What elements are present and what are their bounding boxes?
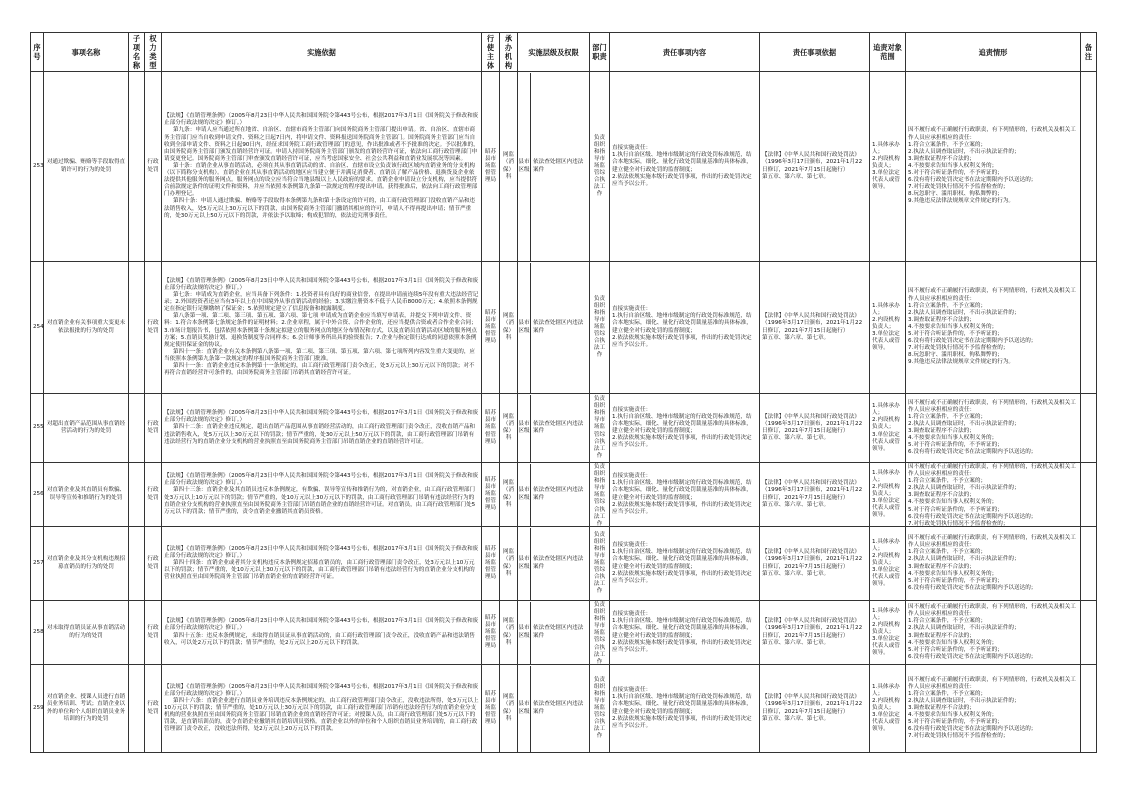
responsibility-basis: 【法律】《中华人民共和国行政处罚法》（1996年3月17日颁布，2021年1月22日修订，2021年7月15日起施行） 第五章、第六章、第七章。: [760, 394, 870, 463]
handling-org: 网监（消保）科: [500, 72, 518, 262]
level-scope: 依法查处辖区内违法案件: [533, 625, 584, 639]
implementation-basis: 【法规】《直销管理条例》（2005年8月23日中华人民共和国国务院令第443号公布，根据2017年3月1日《国务院关于修改和废止部分行政法规的决定》修订。） 第九条：申请人应当通过所在地省、自治区、直辖市商务主管部门向国务院商务主管部门提出申请。省、自治区、直辖市商务主管部门应当自收到申请文件、资料之日起7日内，将申请文件、资料报送国务院商务主管部门。国务院商务主管部门应当自收到全部申请文件、资料之日起90日内，经征求国务院工商行政管理部门的意见，作出批准或者不予批准的决定。予以批准的，由国务院商务主管部门颁发直销经营许可证。申请人持国务院商务主管部门颁发的直销经营许可证，依法向工商行政管理部门申请变更登记。国务院商务主管部门审查颁发直销经营许可证，应当考虑国家安全、社会公共利益和直销业发展状况等因素。 第十条：直销企业从事直销活动，必须在其从事直销活动的省、自治区、直辖市设立负责该行政区域内直销业务的分支机构（以下简称分支机构）。直销企业在其从事直销活动的地区应当建立便于并满足消费者、直销员了解产品价格、退换货及企业依法提供其他服务的服务网点。服务网点的设立应当符合当地县级以上人民政府的要求。直销企业申请设立分支机构，应当提供符合前款规定条件的证明文件和资料，并应当依照本条例第九条第一款规定的程序提出申请。获得批准后，依法向工商行政管理部门办理登记。 第四十条：申请人通过欺骗、贿赂等手段取得本条例第九条和第十条设定的许可的，由工商行政管理部门没收直销产品和违法销售收入，处5万元以上30万元以下的罚款，由国务院商务主管部门撤销其相应的许可，申请人不得再提出申请；情节严重的，处30万元以上50万元以下的罚款，并依法予以取缔；构成犯罪的，依法追究刑事责任。: [162, 72, 482, 262]
implementation-basis: 【法规】《直销管理条例》（2005年8月23日中华人民共和国国务院令第443号公布，根据2017年3月1日《国务院关于修改和废止部分行政法规的决定》修订。） 第四十三条：直销企业及其直销员违反本条例规定，有欺骗、误导等宣传和推销行为的，对直销企业，由工商行政管理部门处3万元以上10万元以下的罚款；情节严重的，处10万元以上30万元以下的罚款，由工商行政管理部门吊销有违法经营行为的直销企业分支机构的营业执照直至由国务院商务主管部门吊销直销企业的直销经营许可证。对直销员，由工商行政管理部门处5万元以下的罚款；情节严重的，责令直销企业撤销其直销员资格。: [162, 463, 482, 527]
accountability-situation: 因不履行或不正确履行行政职责，有下列情形的，行政机关及相关工作人员应承担相应的责任： 1.符合立案条件，不予立案的； 2.执法人员调查取证时，不出示执法证件的； 3.调查取证程序不合法的； 4.不按要求告知当事人权利义务的； 5.对于符合听证条件的，不予听证的； 6.没有将行政处罚决定书在法定期限内予以送达的；: [906, 394, 1081, 463]
responsibility-basis: 【法律】《中华人民共和国行政处罚法》（1996年3月17日颁布，2021年1月22日修订，2021年7月15日起施行） 第五章、第六章、第七章。: [760, 601, 870, 665]
row-number: 258: [31, 601, 44, 665]
remark: [1081, 72, 1097, 262]
header-no: 序号: [31, 33, 44, 72]
power-type: 行政处罚: [145, 262, 162, 394]
level-scope: 依法查处辖区内违法案件: [533, 487, 584, 501]
implementation-level: [518, 527, 590, 601]
power-type: 行政处罚: [145, 463, 162, 527]
power-type: 行政处罚: [145, 601, 162, 665]
level-scope: 依法查处辖区内违法案件: [533, 420, 584, 434]
responsibility-content: 直接实施责任： 1.执行自治区级、地州市级制定的行政处罚标准规范，结合本地实际，细化、量化行政处罚裁量基准的具体标准，建立健全对行政处罚的监督制度； 2.依法依规实施本级行政处罚事项，作出的行政处罚决定应当予以公开。: [610, 463, 760, 527]
accountability-target: 1.具体承办人； 2.内设机构负责人； 3.单位法定代表人或管领导。: [870, 601, 906, 665]
level-label: 县市区级: [518, 528, 531, 600]
remark: [1081, 463, 1097, 527]
sub-item-name: [129, 665, 145, 753]
executing-subject: 昭苏县市场监督管理局: [482, 463, 500, 527]
responsibility-basis: 【法律】《中华人民共和国行政处罚法》（1996年3月17日颁布，2021年1月22日修订，2021年7月15日起施行） 第五章、第六章、第七章。: [760, 665, 870, 753]
accountability-situation: 因不履行或不正确履行行政职责，有下列情形的，行政机关及相关工作人员应承担相应的责任： 1.符合立案条件，不予立案的； 2.执法人员调查取证时，不出示执法证件的； 3.调查取证程序不合法的； 4.不按要求告知当事人权利义务的； 5.对于符合听证条件的，不予听证的； 6.没有将行政处罚决定书在法定期限内予以送达的； 7.对行政处罚执行情况不予监督检查的；: [906, 463, 1081, 527]
implementation-level: [518, 665, 590, 753]
accountability-situation: 因不履行或不正确履行行政职责，有下列情形的，行政机关及相关工作人员应承担相应的责任： 1.符合立案条件，不予立案的； 2.执法人员调查取证时，不出示执法证件的； 3.调查取证程序不合法的； 4.不按要求告知当事人权利义务的； 5.对于符合听证条件的，不予听证的； 6.没有将行政处罚决定书在法定期限内予以送达的； 7.对行政处罚执行情况不予监督检查的； 8.玩忽职守、滥用职权、徇私舞弊的； 9.其他违反法律法规规章文件规定的行为。: [906, 72, 1081, 262]
sub-item-name: [129, 601, 145, 665]
implementation-basis: 【法规】《直销管理条例》（2005年8月23日中华人民共和国国务院令第443号公布，根据2017年3月1日《国务院关于修改和废止部分行政法规的决定》修订。） 第四十四条：直销企业或者其分支机构违反本条例规定招募直销员的，由工商行政管理部门责令改正，处3万元以上10万元以下的罚款；情节严重的，处10万元以上30万元以下的罚款，由工商行政管理部门吊销有违法经营行为的直销企业分支机构的营业执照直至由国务院商务主管部门吊销直销企业的直销经营许可证。: [162, 527, 482, 601]
remark: [1081, 394, 1097, 463]
handling-org: 网监（消保）科: [500, 601, 518, 665]
executing-subject: 昭苏县市场监督管理局: [482, 665, 500, 753]
header-resp-basis: 责任事项依据: [760, 33, 870, 72]
table-row: [31, 72, 1097, 262]
executing-subject: 昭苏县市场监督管理局: [482, 72, 500, 262]
header-situation: 追责情形: [906, 33, 1081, 72]
power-type: 行政处罚: [145, 72, 162, 262]
level-label: 县市区级: [518, 602, 531, 664]
header-level: 实施层级及权限: [518, 33, 590, 72]
item-name: 对直销企业、授课人员进行直销员业务培训、考试；直销企业以外的单位和个人组织直销员业务培训的行为的处罚: [44, 665, 129, 753]
level-scope: 依法查处辖区内违法案件: [533, 320, 584, 334]
level-scope: 依法查处辖区内违法案件: [533, 701, 584, 715]
item-name: 对直销企业及其分支机构违规招募直销员的行为的处罚: [44, 527, 129, 601]
department-duty: 负责组织和指导市场监管综合执法工作: [590, 601, 610, 665]
accountability-situation: 因不履行或不正确履行行政职责，有下列情形的，行政机关及相关工作人员应承担相应的责任： 1.符合立案条件，不予立案的； 2.执法人员调查取证时，不出示执法证件的； 3.调查取证程序不合法的； 4.不按要求告知当事人权利义务的； 5.对于符合听证条件的，不予听证的； 6.没有将行政处罚决定书在法定期限内予以送达的； 7.对行政处罚执行情况不予监督检查的； 8.玩忽职守、滥用职权、徇私舞弊的； 9.其他违反法律法规规章文件规定的行为。: [906, 262, 1081, 394]
row-number: 255: [31, 394, 44, 463]
power-type: 行政处罚: [145, 394, 162, 463]
table-row: [31, 601, 1097, 665]
implementation-basis: 【法规】《直销管理条例》（2005年8月23日中华人民共和国国务院令第443号公布，根据2017年3月1日《国务院关于修改和废止部分行政法规的决定》修订。） 第四十二条：直销企业违反规定，超出直销产品范围从事直销经营活动的，由工商行政管理部门责令改正，没收直销产品和违法销售收入，处5万元以上30万元以下的罚款；情节严重的，处30万元以上50万元以下的罚款，由工商行政管理部门吊销有违法经营行为的直销企业分支机构的营业执照直至由国务院商务主管部门吊销直销企业的直销经营许可证。: [162, 394, 482, 463]
department-duty: 负责组织和指导市场监管综合执法工作: [590, 463, 610, 527]
header-note: 备注: [1081, 33, 1097, 72]
level-label: 县市区级: [518, 263, 531, 393]
implementation-level: [518, 601, 590, 665]
handling-org: 网监（消保）科: [500, 665, 518, 753]
power-list-table: [30, 32, 1097, 753]
table-row: [31, 463, 1097, 527]
department-duty: 负责组织和指导市场监管综合执法工作: [590, 527, 610, 601]
table-row: [31, 527, 1097, 601]
item-name: 对超出直销产品范围从事直销经营活动的行为的处罚: [44, 394, 129, 463]
remark: [1081, 527, 1097, 601]
header-target: 追责对象范围: [870, 33, 906, 72]
table-row: [31, 262, 1097, 394]
responsibility-basis: 【法律】《中华人民共和国行政处罚法》（1996年3月17日颁布，2021年1月22日修订，2021年7月15日起施行） 第五章、第六章、第七章。: [760, 463, 870, 527]
implementation-basis: 【法规】《直销管理条例》（2005年8月23日中华人民共和国国务院令第443号公布，根据2017年3月1日《国务院关于修改和废止部分行政法规的决定》修订。） 第七条：申请成为直销企业，应当具备下列条件：1.投资者具有良好的商业信誉，在提出申请前连续5年没有重大违法经营记录；2.外国投资者还应当有3年以上在中国境外从事直销活动的经验；3.实缴注册资本不低于人民币8000万元；4.依照本条例规定在指定银行足额缴纳了保证金；5.依照规定建立了信息报备和披露制度。 第八条第一项、第二项、第三项、第五项、第六项、第七项 申请成为直销企业应当填写申请表，并提交下列申请文件、资料：1.符合本条例第七条规定条件的证明材料；2.企业章程，属于中外合资、合作企业的，还应当提供合资或者合作企业合同；3.市场计划报告书，包括依照本条例第十条规定拟建立的服务网点的地区分布情况和方式，以及直销员直销活动区域的服务网点方案；5.直销员奖励计划、退换货制度等合同样本；6.会计师事务所出具的验资报告；7.企业与指定银行达成的同意依照本条例规定使用保证金的协议。 第四十一条：直销企业有关本条例第八条第一项、第二项、第三项、第五项、第六项、第七项所列内容发生重大变更的，应当依照本条例第九条第一款规定的程序报国务院商务主管部门批准。 第四十一条：直销企业违反本条例第十一条规定的，由工商行政管理部门责令改正，处3万元以上30万元以下的罚款；对不再符合直销经营许可条件的，由国务院商务主管部门吊销其直销经营许可证。: [162, 262, 482, 394]
header-subject: 行使主体: [482, 33, 500, 72]
level-label: 县市区级: [518, 395, 531, 462]
handling-org: 网监（消保）科: [500, 394, 518, 463]
row-number: 254: [31, 262, 44, 394]
row-number: 257: [31, 527, 44, 601]
responsibility-content: 直接实施责任： 1.执行自治区级、地州市级制定的行政处罚标准规范，结合本地实际，细化、量化行政处罚裁量基准的具体标准，建立健全对行政处罚的监督制度； 2.依法依规实施本级行政处罚事项，作出的行政处罚决定应当予以公开。: [610, 527, 760, 601]
header-name: 事项名称: [44, 33, 129, 72]
item-name: 对未取得直销员证从事直销活动的行为的处罚: [44, 601, 129, 665]
responsibility-content: 直接实施责任： 1.执行自治区级、地州市级制定的行政处罚标准规范，结合本地实际，细化、量化行政处罚裁量基准的具体标准，建立健全对行政处罚的监督制度； 2.依法依规实施本级行政处罚事项，作出的行政处罚决定应当予以公开。: [610, 601, 760, 665]
remark: [1081, 665, 1097, 753]
level-scope: 依法查处辖区内违法案件: [533, 556, 584, 570]
implementation-basis: 【法规】《直销管理条例》（2005年8月23日中华人民共和国国务院令第443号公布，根据2017年3月1日《国务院关于修改和废止部分行政法规的决定》修订。） 第四十五条：违反本条例规定，未取得直销员证从事直销活动的，由工商行政管理部门责令改正，没收直销产品和违法销售收入，可以处2万元以下的罚款；情节严重的，处2万元以上20万元以下的罚款。: [162, 601, 482, 665]
implementation-basis: 【法规】《直销管理条例》（2005年8月23日中华人民共和国国务院令第443号公布，根据2017年3月1日《国务院关于修改和废止部分行政法规的决定》修订。） 第四十六条：直销企业进行直销员业务培训违反本条例规定的，由工商行政管理部门责令改正，没收违法所得，处3万元以上10万元以下的罚款；情节严重的，处10万元以上30万元以下的罚款，由工商行政管理部门吊销有违法经营行为的直销企业分支机构的营业执照直至由国务院商务主管部门吊销直销企业的直销经营许可证；对授课人员，由工商行政管理部门处5万元以下的罚款，是直销培训员的，责令直销企业撤销其直销培训员资格。直销企业以外的单位和个人组织直销员业务培训的，由工商行政管理部门责令改正，没收违法所得，处2万元以上20万元以下的罚款。: [162, 665, 482, 753]
implementation-level: [518, 262, 590, 394]
department-duty: 负责组织和指导市场监管综合执法工作: [590, 262, 610, 394]
department-duty: 负责组织和指导市场监管综合执法工作: [590, 665, 610, 753]
implementation-level: [518, 463, 590, 527]
executing-subject: 昭苏县市场监督管理局: [482, 527, 500, 601]
department-duty: 负责组织和指导市场监管综合执法工作: [590, 394, 610, 463]
header-sub: 子项名称: [129, 33, 145, 72]
item-name: 对通过欺骗、贿赂等手段取得直销许可的行为的处罚: [44, 72, 129, 262]
responsibility-basis: 【法律】《中华人民共和国行政处罚法》（1996年3月17日颁布，2021年1月22日修订，2021年7月15日起施行） 第五章、第六章、第七章。: [760, 527, 870, 601]
executing-subject: 昭苏县市场监督管理局: [482, 262, 500, 394]
remark: [1081, 262, 1097, 394]
accountability-target: 1.具体承办人； 2.内设机构负责人； 3.单位法定代表人或管领导。: [870, 665, 906, 753]
header-dept: 部门职责: [590, 33, 610, 72]
responsibility-content: 直接实施责任： 1.执行自治区级、地州市级制定的行政处罚标准规范，结合本地实际，细化、量化行政处罚裁量基准的具体标准，建立健全对行政处罚的监督制度； 2.依法依规实施本级行政处罚事项，作出的行政处罚决定应当予以公开。: [610, 262, 760, 394]
table-row: [31, 394, 1097, 463]
accountability-target: 1.具体承办人； 2.内设机构负责人； 3.单位法定代表人或管领导。: [870, 72, 906, 262]
header-row: [31, 33, 1097, 72]
implementation-level: [518, 394, 590, 463]
accountability-target: 1.具体承办人； 2.内设机构负责人； 3.单位法定代表人或管领导。: [870, 527, 906, 601]
level-label: 县市区级: [518, 464, 531, 526]
department-duty: 负责组织和指导市场监管综合执法工作: [590, 72, 610, 262]
executing-subject: 昭苏县市场监督管理局: [482, 601, 500, 665]
row-number: 259: [31, 665, 44, 753]
handling-org: 网监（消保）科: [500, 463, 518, 527]
accountability-situation: 因不履行或不正确履行行政职责，有下列情形的，行政机关及相关工作人员应承担相应的责任： 1.符合立案条件，不予立案的； 2.执法人员调查取证时，不出示执法证件的； 3.调查取证程序不合法的； 4.不按要求告知当事人权利义务的； 5.对于符合听证条件的，不予听证的； 6.没有将行政处罚决定书在法定期限内予以送达的；: [906, 601, 1081, 665]
accountability-target: 1.具体承办人； 2.内设机构负责人； 3.单位法定代表人或管领导。: [870, 463, 906, 527]
responsibility-basis: 【法律】《中华人民共和国行政处罚法》（1996年3月17日颁布，2021年1月22日修订，2021年7月15日起施行） 第五章、第六章、第七章。: [760, 72, 870, 262]
sub-item-name: [129, 262, 145, 394]
header-type: 权力类型: [145, 33, 162, 72]
executing-subject: 昭苏县市场监督管理局: [482, 394, 500, 463]
accountability-situation: 因不履行或不正确履行行政职责，有下列情形的，行政机关及相关工作人员应承担相应的责任： 1.符合立案条件，不予立案的； 2.执法人员调查取证时，不出示执法证件的； 3.调查取证程序不合法的； 4.不按要求告知当事人权利义务的； 5.对于符合听证条件的，不予听证的； 6.没有将行政处罚决定书在法定期限内予以送达的；: [906, 527, 1081, 601]
item-name: 对直销企业有关事项重大变更未依法报批的行为的处罚: [44, 262, 129, 394]
level-scope: 依法查处辖区内违法案件: [533, 159, 584, 173]
handling-org: 网监（消保）科: [500, 527, 518, 601]
power-type: 行政处罚: [145, 665, 162, 753]
row-number: 256: [31, 463, 44, 527]
sub-item-name: [129, 394, 145, 463]
handling-org: 网监（消保）科: [500, 262, 518, 394]
remark: [1081, 601, 1097, 665]
sub-item-name: [129, 463, 145, 527]
row-number: 253: [31, 72, 44, 262]
header-org: 承办机构: [500, 33, 518, 72]
responsibility-content: 直接实施责任： 1.执行自治区级、地州市级制定的行政处罚标准规范，结合本地实际，细化、量化行政处罚裁量基准的具体标准，建立健全对行政处罚的监督制度； 2.依法依规实施本级行政处罚事项，作出的行政处罚决定应当予以公开。: [610, 665, 760, 753]
item-name: 对直销企业及其直销员有欺骗、误导等宣传和推销行为的处罚: [44, 463, 129, 527]
responsibility-basis: 【法律】《中华人民共和国行政处罚法》（1996年3月17日颁布，2021年1月22日修订，2021年7月15日起施行） 第五章、第六章、第七章。: [760, 262, 870, 394]
level-label: 县市区级: [518, 73, 531, 261]
table-row: [31, 665, 1097, 753]
accountability-target: 1.具体承办人； 2.内设机构负责人； 3.单位法定代表人或管领导。: [870, 394, 906, 463]
header-basis: 实施依据: [162, 33, 482, 72]
responsibility-content: 直接实施责任： 1.执行自治区级、地州市级制定的行政处罚标准规范，结合本地实际，细化、量化行政处罚裁量基准的具体标准，建立健全对行政处罚的监督制度； 2.依法依规实施本级行政处罚事项，作出的行政处罚决定应当予以公开。: [610, 72, 760, 262]
header-resp: 责任事项内容: [610, 33, 760, 72]
level-label: 县市区级: [518, 666, 531, 752]
power-type: 行政处罚: [145, 527, 162, 601]
accountability-situation: 因不履行或不正确履行行政职责，有下列情形的，行政机关及相关工作人员应承担相应的责任： 1.符合立案条件，不予立案的； 2.执法人员调查取证时，不出示执法证件的； 3.调查取证程序不合法的； 4.不按要求告知当事人权利义务的； 5.对于符合听证条件的，不予听证的； 6.没有将行政处罚决定书在法定期限内予以送达的； 7.对行政处罚执行情况不予监督检查的；: [906, 665, 1081, 753]
responsibility-content: 直接实施责任： 1.执行自治区级、地州市级制定的行政处罚标准规范，结合本地实际，细化、量化行政处罚裁量基准的具体标准，建立健全对行政处罚的监督制度； 2.依法依规实施本级行政处罚事项，作出的行政处罚决定应当予以公开。: [610, 394, 760, 463]
implementation-level: [518, 72, 590, 262]
sub-item-name: [129, 527, 145, 601]
sub-item-name: [129, 72, 145, 262]
accountability-target: 1.具体承办人； 2.内设机构负责人； 3.单位法定代表人或管领导。: [870, 262, 906, 394]
